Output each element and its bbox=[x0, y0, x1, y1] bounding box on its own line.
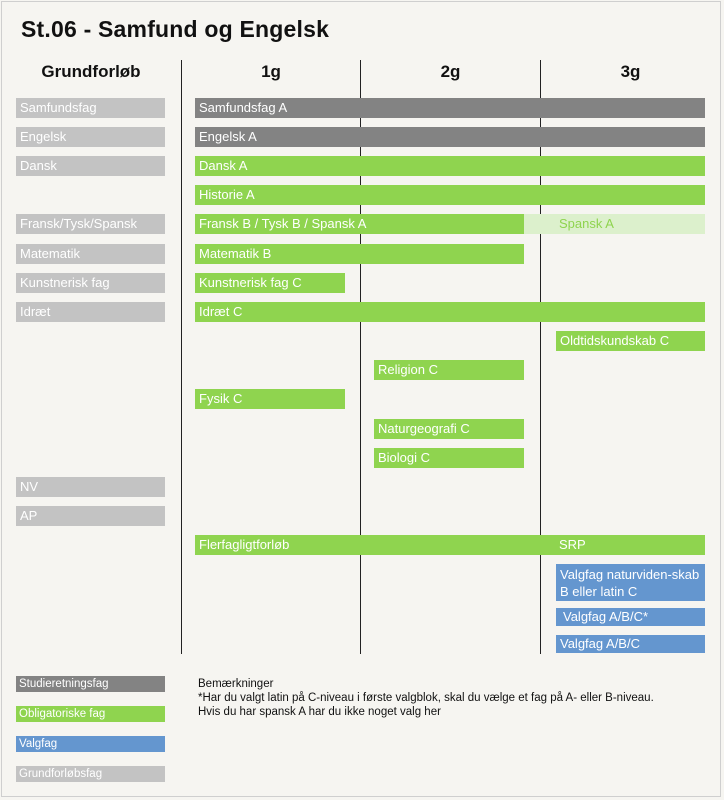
bar-fysik-c: Fysik C bbox=[195, 389, 345, 409]
bar-spansk-a: Spansk A bbox=[524, 214, 705, 234]
bar-valgfag-abc: Valgfag A/B/C bbox=[556, 635, 705, 653]
grund-idraet: Idræt bbox=[16, 302, 165, 322]
bar-engelsk-a: Engelsk A bbox=[195, 127, 705, 147]
legend-obligatoriske-fag: Obligatoriske fag bbox=[16, 706, 165, 722]
bar-biologi-c: Biologi C bbox=[374, 448, 524, 468]
notes bbox=[198, 677, 654, 719]
bar-dansk-a: Dansk A bbox=[195, 156, 705, 176]
notes-line-1: *Har du valgt latin på C-niveau i første valgblok, skal du vælge et fag på A- eller B-niveau. bbox=[198, 692, 654, 704]
bar-samfundsfag-a: Samfundsfag A bbox=[195, 98, 705, 118]
bar-valgfag-naturvidenskab: Valgfag naturviden-skab B eller latin C bbox=[556, 564, 705, 601]
bar-valgfag-abc-star: Valgfag A/B/C* bbox=[556, 608, 705, 626]
grund-engelsk: Engelsk bbox=[16, 127, 165, 147]
srp-label: SRP bbox=[559, 537, 586, 552]
bar-idraet-c: Idræt C bbox=[195, 302, 705, 322]
grund-samfundsfag: Samfundsfag bbox=[16, 98, 165, 118]
grund-nv: NV bbox=[16, 477, 165, 497]
flerfagligt-label: Flerfagligtforløb bbox=[199, 537, 290, 552]
legend-valgfag: Valgfag bbox=[16, 736, 165, 752]
bar-flerfagligtforloeb bbox=[195, 535, 705, 555]
header-1g: 1g bbox=[261, 62, 281, 81]
bar-naturgeografi-c: Naturgeografi C bbox=[374, 419, 524, 439]
bar-religion-c: Religion C bbox=[374, 360, 524, 380]
grund-ap: AP bbox=[16, 506, 165, 526]
bar-sprog-b: Fransk B / Tysk B / Spansk A bbox=[195, 214, 524, 234]
page-title: St.06 - Samfund og Engelsk bbox=[21, 16, 330, 42]
grund-sprog: Fransk/Tysk/Spansk bbox=[16, 214, 165, 234]
divider-grundforloeb bbox=[181, 60, 182, 654]
notes-line-2: Hvis du har spansk A har du ikke noget valg her bbox=[198, 706, 441, 718]
grund-matematik: Matematik bbox=[16, 244, 165, 264]
divider-1g-2g bbox=[360, 60, 361, 654]
legend-grundforloebsfag: Grundforløbsfag bbox=[16, 766, 165, 782]
bar-historie-a: Historie A bbox=[195, 185, 705, 205]
grund-kunstnerisk: Kunstnerisk fag bbox=[16, 273, 165, 293]
bar-matematik-b: Matematik B bbox=[195, 244, 524, 264]
notes-heading: Bemærkninger bbox=[198, 678, 274, 690]
grund-dansk: Dansk bbox=[16, 156, 165, 176]
bar-oldtidskundskab-c: Oldtidskundskab C bbox=[556, 331, 705, 351]
divider-2g-3g bbox=[540, 60, 541, 654]
header-2g: 2g bbox=[440, 62, 461, 81]
header-grundforloeb: Grundforløb bbox=[41, 62, 141, 81]
legend-studieretningsfag: Studieretningsfag bbox=[16, 676, 165, 692]
bar-kunstnerisk-c: Kunstnerisk fag C bbox=[195, 273, 345, 293]
header-3g: 3g bbox=[620, 62, 641, 81]
